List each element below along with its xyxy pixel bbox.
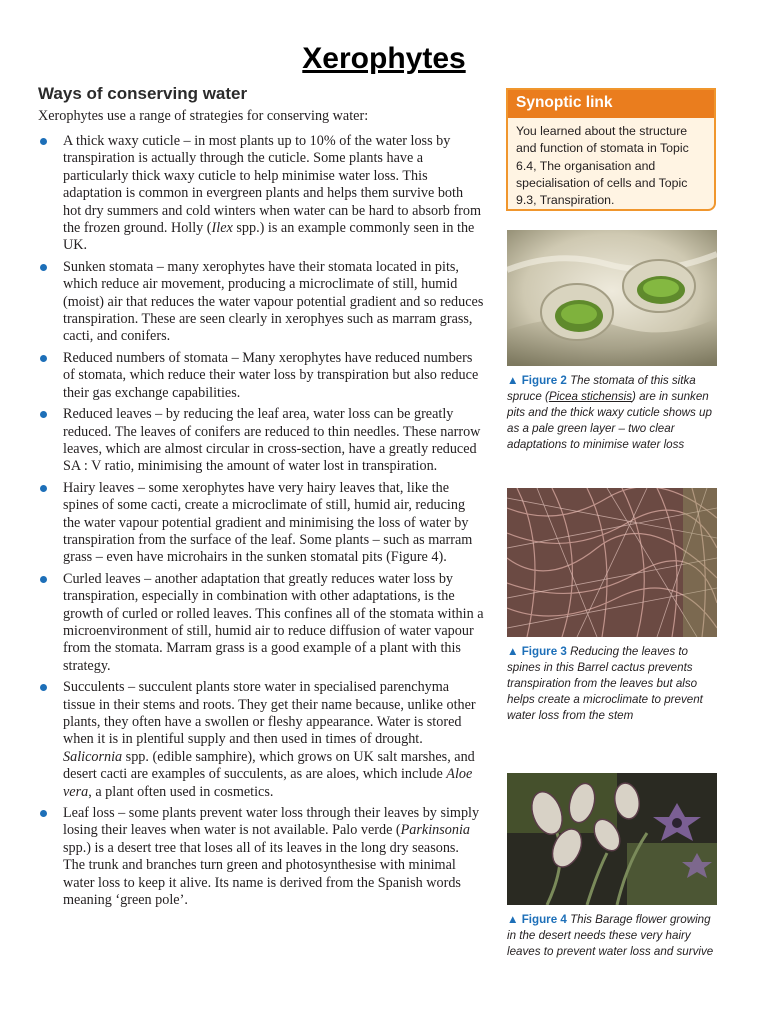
borage-flower-photo (507, 773, 717, 905)
bullet-icon (40, 411, 47, 418)
list-item: Hairy leaves – some xerophytes have very hairy leaves that, like the spines of some cacti, create a microclimate of still, humid air, reducing the water vapour potential gradient and minimising the loss of water by transpiration from the surface of the leaf. Some plants – such as marram grass – even have microhairs in the sunken stomatal pits (Figure 4). (38, 480, 484, 567)
bullet-icon (40, 485, 47, 492)
bullet-icon (40, 355, 47, 362)
list-item: A thick waxy cuticle – in most plants up to 10% of the water loss by transpiration is actually through the cuticle. Some plants have a particularly thick waxy cuticle to help minimise water loss. This adaptation is common in evergreen plants and helps them survive both hot dry summers and cold winters when water can be hard to absorb from the frozen ground. Holly (Ilex spp.) is an example commonly seen in the UK. (38, 133, 484, 255)
figure-3-caption: ▲ Figure 3 Reducing the leaves to spines in this Barrel cactus prevents transpiration from the leaves but also helps create a microclimate to prevent water loss from the stem (507, 645, 703, 722)
barrel-cactus-photo (507, 488, 717, 637)
figure-4-caption: ▲ Figure 4 This Barage flower growing in the desert needs these very hairy leaves to prevent water loss and survive (507, 913, 714, 958)
stomata-micrograph (507, 230, 717, 366)
list-item: Reduced numbers of stomata – Many xerophytes have reduced numbers of stomata, which reduce their water loss by transpiration but also reduce their gas exchange capabilities. (38, 350, 484, 402)
bullet-icon (40, 576, 47, 583)
section-heading: Ways of conserving water (38, 84, 248, 103)
bullet-icon (40, 264, 47, 271)
intro-text: Xerophytes use a range of strategies for conserving water: (38, 108, 369, 124)
figure-2-caption: ▲ Figure 2 The stomata of this sitka spruce (Picea stichensis) are in sunken pits and the thick waxy cuticle shows up as a pale green layer – two clear adaptations to minimise water loss (507, 374, 712, 451)
page-title: Xerophytes (302, 42, 466, 75)
list-item: Curled leaves – another adaptation that greatly reduces water loss by transpiration, especially in combination with other adaptations, is the growth of curled or rolled leaves. This confines all of the stomata within a microenvironment of still, humid air to reduce diffusion of water vapour from the stomata. Marram grass is a good example of a plant with this strategy. (38, 571, 484, 675)
list-item: Succulents – succulent plants store water in specialised parenchyma tissue in their stems and roots. They get their name because, unlike other plants, they often have a swollen or fleshy appearance. Water is stored when it is in plentiful supply and then used in times of drought. Salicornia spp. (edible samphire), which grows on UK salt marshes, and desert cacti are examples of succulents, as are aloes, which include Aloe vera, a plant often used in cosmetics. (38, 679, 484, 801)
synoptic-link-box (506, 88, 716, 211)
bullet-icon (40, 684, 47, 691)
synoptic-link-heading: Synoptic link (508, 90, 714, 118)
strategy-list (38, 133, 484, 913)
bullet-icon (40, 810, 47, 817)
list-item: Sunken stomata – many xerophytes have their stomata located in pits, which reduce air movement, producing a microclimate of still, humid (moist) air that reduces the water vapour potential gradient and so reduces transpiration. These are seen clearly in xerophyes such as marram grass, cacti, and conifers. (38, 259, 484, 346)
synoptic-link-text: You learned about the structure and function of stomata in Topic 6.4, The organisation and specialisation of cells and Topic 9.3, Transpiration. (516, 124, 689, 208)
list-item: Leaf loss – some plants prevent water loss through their leaves by simply losing their leaves when water is not available. Palo verde (Parkinsonia spp.) is a desert tree that loses all of its leaves in the long dry seasons. The trunk and branches turn green and photosynthesise with minimal water loss to keep it alive. Its name is derived from the Spanish words meaning ‘green pole’. (38, 805, 484, 909)
list-item: Reduced leaves – by reducing the leaf area, water loss can be greatly reduced. The leaves of conifers are reduced to thin needles. These narrow leaves, which are almost circular in cross-section, have a greatly reduced SA : V ratio, minimising the amount of water lost in transpiration. (38, 406, 484, 476)
bullet-icon (40, 138, 47, 145)
